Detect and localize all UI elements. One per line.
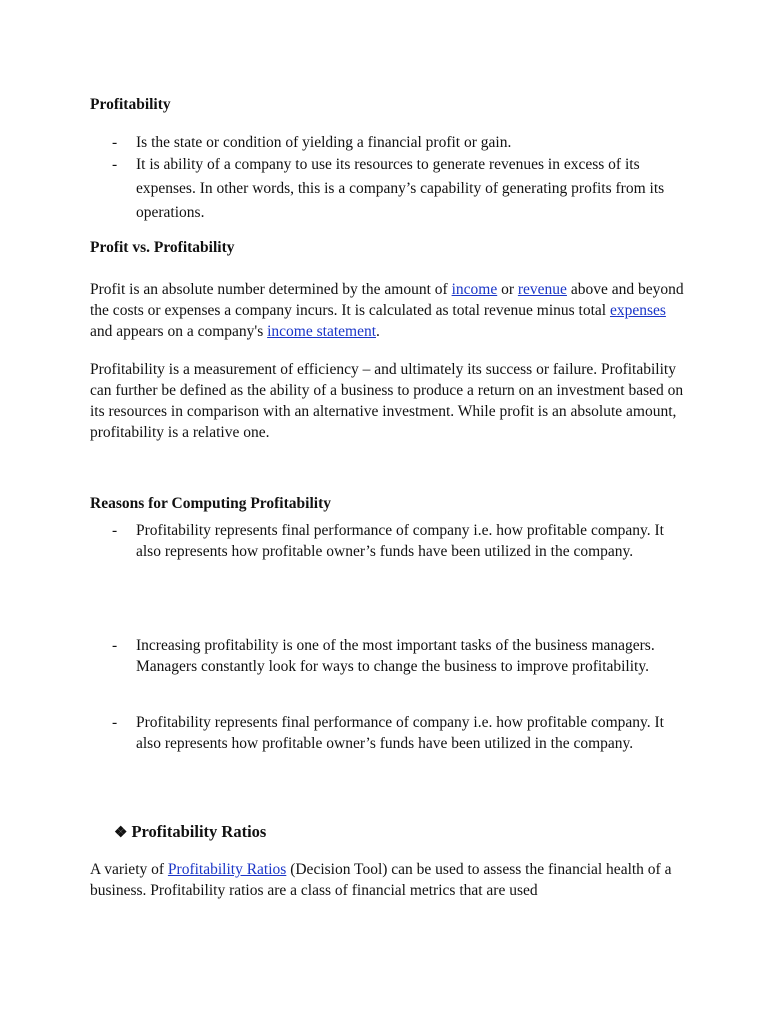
income-link[interactable]: income bbox=[451, 281, 498, 298]
list-item-text: It is ability of a company to use its resources to generate revenues in excess of its expenses. In other words, this is a company’s capability of generating profits from its operations. bbox=[136, 156, 665, 221]
reasons-list-3 bbox=[90, 712, 690, 754]
dash-bullet: - bbox=[112, 522, 118, 539]
list-item bbox=[90, 153, 690, 225]
dash-bullet: - bbox=[112, 134, 118, 151]
heading-profitability-ratios bbox=[114, 821, 266, 844]
paragraph-text: . bbox=[376, 323, 380, 340]
list-item bbox=[90, 520, 690, 562]
paragraph-text: above and beyond the costs or expenses a company incurs. It is calculated as total revenue minus total bbox=[90, 281, 684, 319]
revenue-link[interactable]: revenue bbox=[517, 281, 567, 298]
profitability-paragraph: Profitability is a measurement of efficiency – and ultimately its success or failure. Profitability can further be defined as the ability of a business to produce a return on an investment based on its resources in comparison with an alternative investment. While profit is an absolute amount, profitability is a relative one. bbox=[90, 361, 684, 441]
list-item bbox=[90, 132, 690, 153]
list-item bbox=[90, 712, 690, 754]
dash-bullet: - bbox=[112, 714, 118, 731]
heading-reasons: Reasons for Computing Profitability bbox=[90, 495, 331, 512]
diamond-bullet-icon: ❖ bbox=[114, 825, 128, 841]
dash-bullet: - bbox=[112, 156, 118, 173]
profitability-definition-list bbox=[90, 132, 690, 225]
heading-text: Profitability Ratios bbox=[131, 822, 267, 841]
list-item-text: Profitability represents final performance of company i.e. how profitable company. It also represents how profitable owner’s funds have been utilized in the company. bbox=[136, 522, 664, 560]
list-item-text: Is the state or condition of yielding a financial profit or gain. bbox=[136, 134, 512, 151]
expenses-link[interactable]: expenses bbox=[609, 302, 666, 319]
reasons-list-2 bbox=[90, 635, 690, 677]
list-item-text: Profitability represents final performance of company i.e. how profitable company. It also represents how profitable owner’s funds have been utilized in the company. bbox=[136, 714, 664, 752]
income-statement-link[interactable]: income statement bbox=[267, 323, 377, 340]
reasons-list-1 bbox=[90, 520, 690, 562]
paragraph-text: A variety of bbox=[90, 861, 168, 878]
paragraph-text: or bbox=[497, 281, 518, 298]
paragraph-text: (Decision Tool) can be used to assess the financial health of a business. Profitability ratios are a class of financial metrics that are used bbox=[90, 861, 672, 899]
dash-bullet: - bbox=[112, 637, 118, 654]
profitability-ratios-link[interactable]: Profitability Ratios bbox=[167, 861, 287, 878]
paragraph-text: Profit is an absolute number determined by the amount of bbox=[90, 281, 452, 298]
ratios-paragraph bbox=[90, 859, 690, 901]
heading-profit-vs-profitability: Profit vs. Profitability bbox=[90, 239, 235, 256]
paragraph-text: and appears on a company's bbox=[90, 323, 268, 340]
heading-profitability: Profitability bbox=[90, 96, 171, 113]
profit-paragraph bbox=[90, 279, 690, 342]
list-item-text: Increasing profitability is one of the most important tasks of the business managers. Managers constantly look for ways to change the business to improve profitability. bbox=[136, 637, 655, 675]
list-item bbox=[90, 635, 690, 677]
